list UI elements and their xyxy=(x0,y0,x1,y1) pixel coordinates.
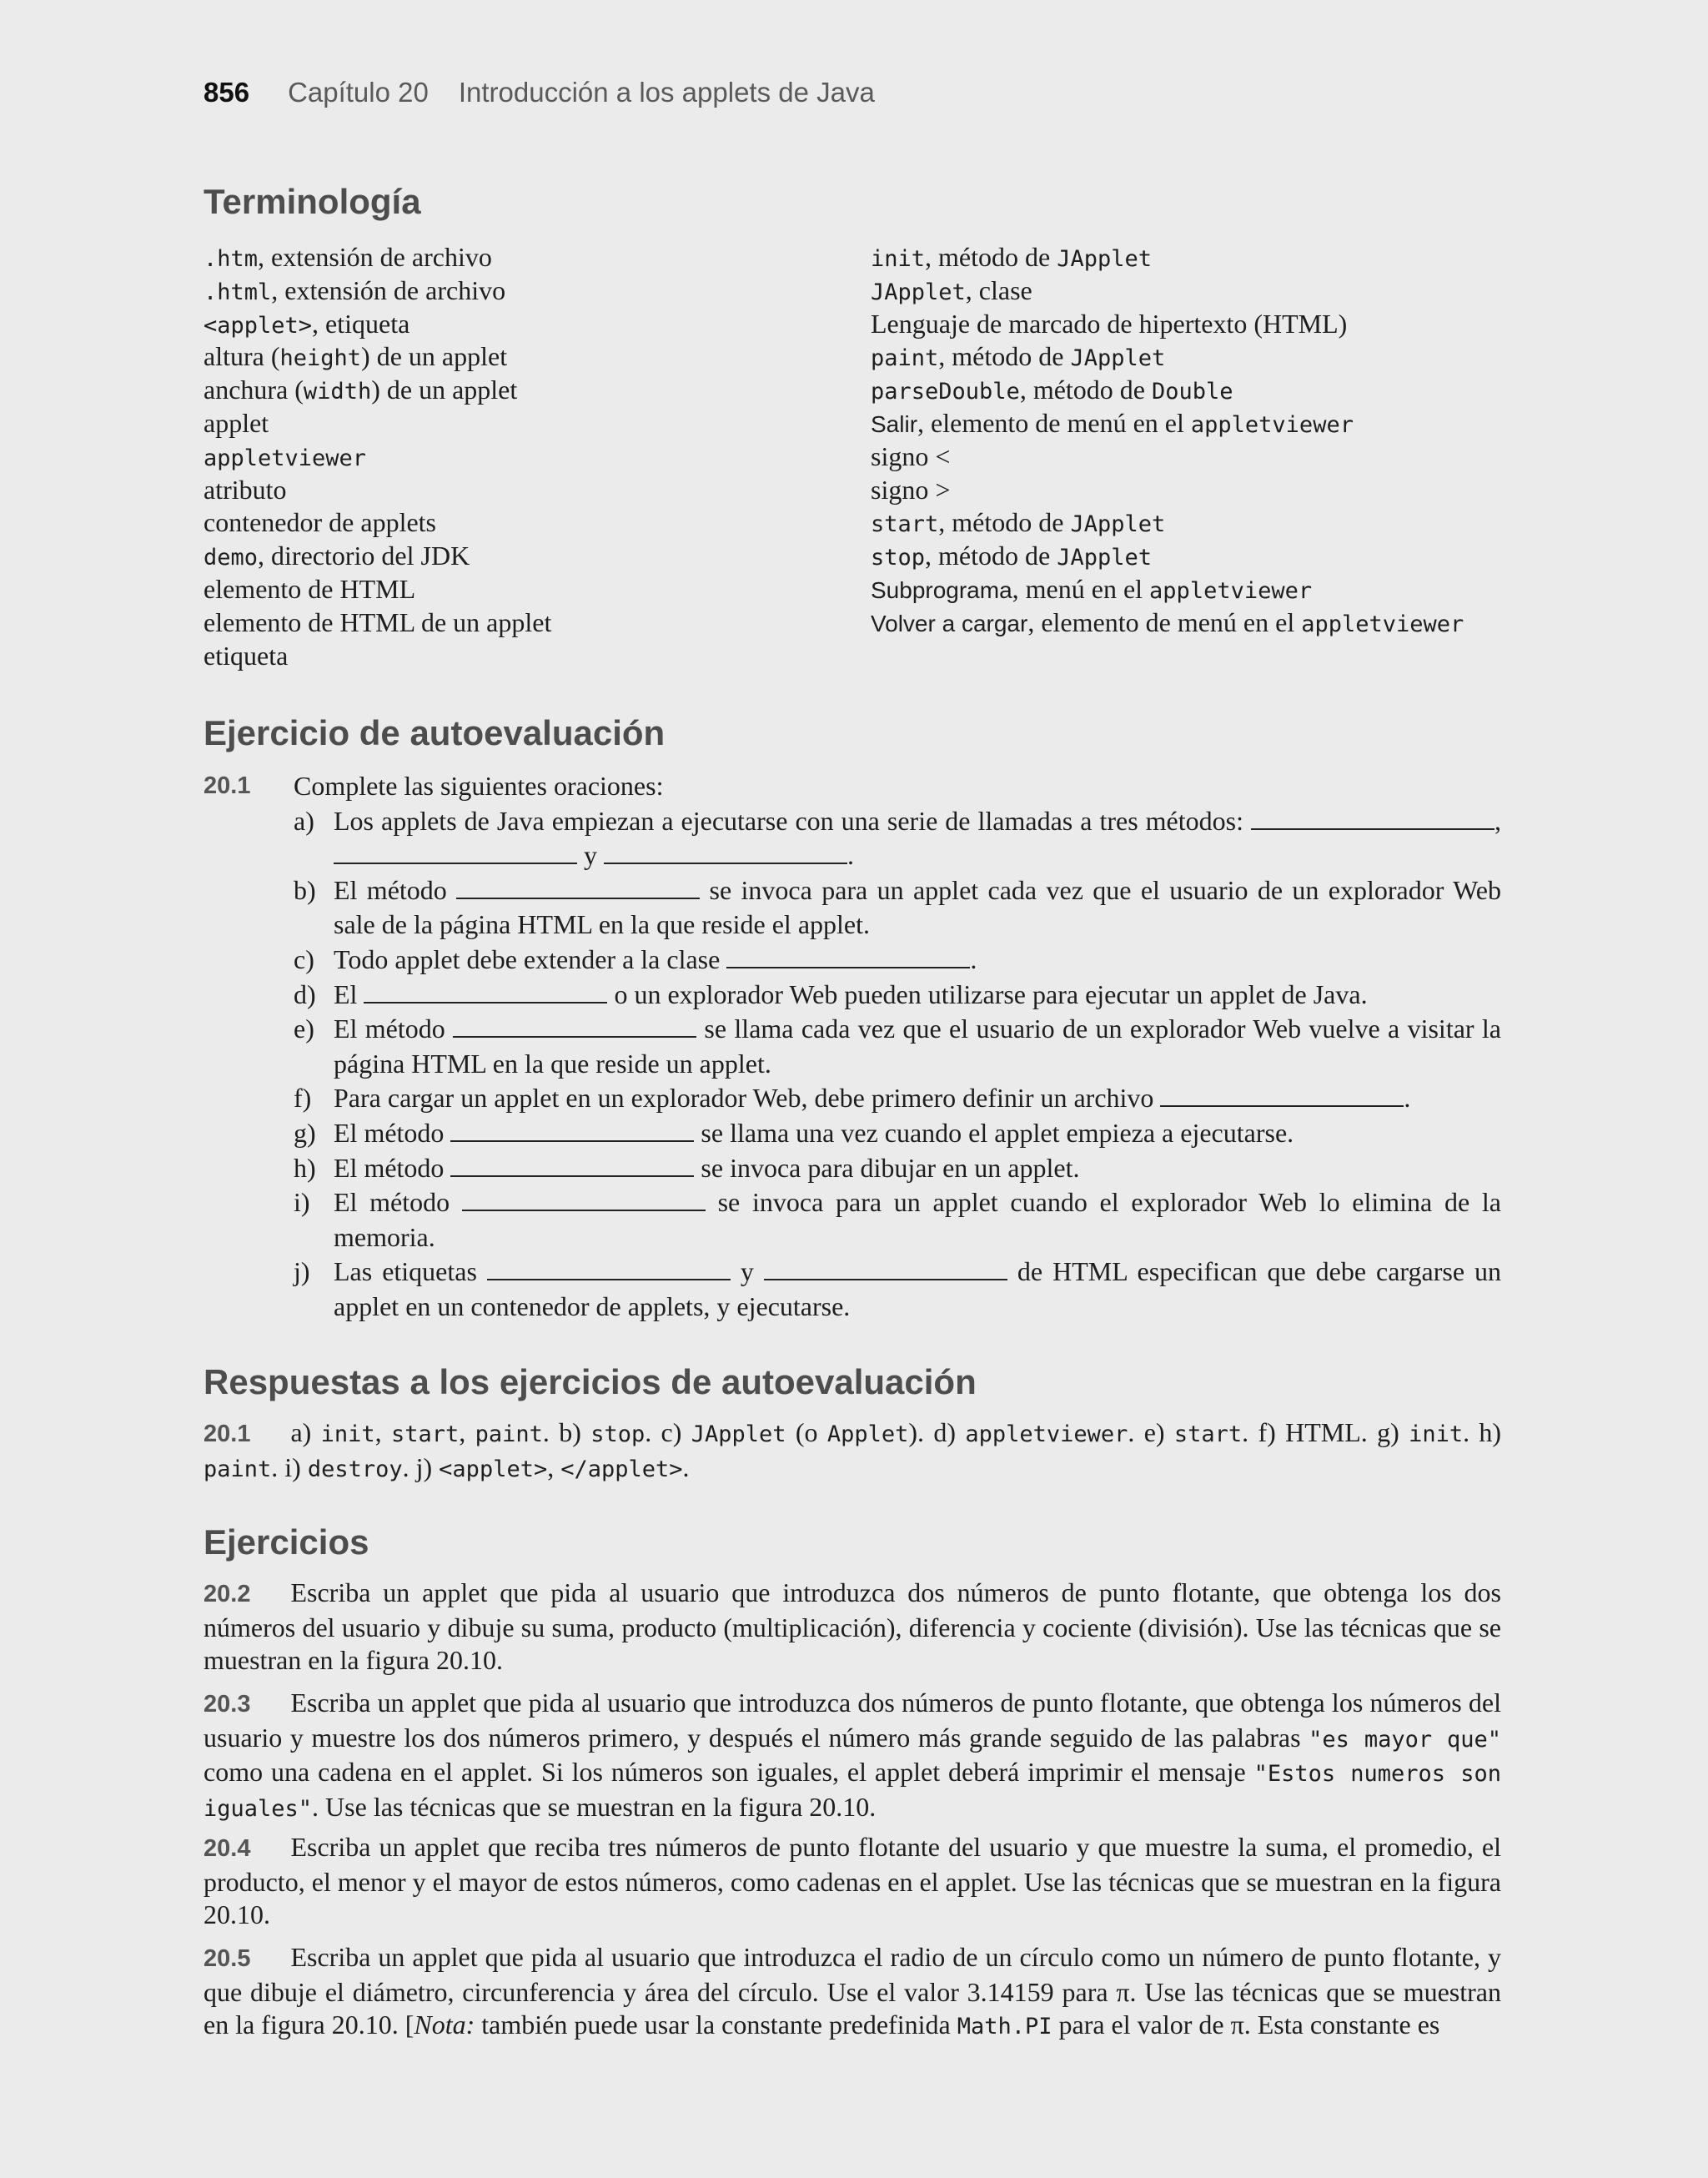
answer-text: paint xyxy=(475,1421,543,1447)
question-text: El xyxy=(334,978,364,1009)
term-text: height xyxy=(279,345,362,372)
answer-text: . xyxy=(682,1451,690,1482)
answer-text: destroy xyxy=(307,1456,403,1482)
term-text: appletviewer xyxy=(1190,411,1354,438)
term-text: elemento de HTML de un applet xyxy=(203,606,552,637)
exercise-text: Math.PI xyxy=(957,2014,1052,2040)
question-item xyxy=(203,978,1501,1013)
question-text: Todo applet debe extender a la clase xyxy=(334,943,727,974)
answers-paragraph xyxy=(203,1416,1501,1486)
term-text: ) de un applet xyxy=(361,341,508,372)
question-text: . xyxy=(847,840,854,871)
answer-text: a) xyxy=(290,1417,321,1447)
answer-blank xyxy=(450,1117,694,1142)
term-text: parseDouble xyxy=(871,379,1020,405)
exercise-text: Escriba un applet que reciba tres números de punto flotante del usuario y que muestre la suma, el promedio, el producto, el menor y el mayor de estos números, como cadenas en el applet. Use las técnicas que se muestran en la figura 20.10. xyxy=(203,1832,1501,1930)
chapter-label: Capítulo 20 xyxy=(288,77,429,108)
page-number: 856 xyxy=(203,77,250,108)
term-text: , directorio del JDK xyxy=(258,541,470,571)
exercise-paragraph xyxy=(203,1577,1501,1678)
term-entry xyxy=(203,506,551,540)
exercise-text: como una cadena en el applet. Si los números son iguales, el applet deberá imprimir el mensaje xyxy=(203,1757,1254,1788)
term-text: init xyxy=(871,246,926,272)
question-item xyxy=(203,1012,1501,1081)
term-entry xyxy=(871,506,1464,540)
term-text: stop xyxy=(871,545,926,571)
exercise-text: Escriba un applet que pida al usuario que introduzca dos números de punto flotante, que obtenga los números del usuario y muestre los dos números primero, y después el número más grande seguido de las palabras xyxy=(203,1688,1501,1753)
answer-blank xyxy=(1160,1082,1404,1107)
exercise-paragraph xyxy=(203,1941,1501,2044)
ejercicios-heading: Ejercicios xyxy=(203,1522,369,1562)
answer-text: . i) xyxy=(271,1451,308,1482)
answer-text: (o xyxy=(786,1417,827,1447)
term-text: signo > xyxy=(871,474,951,505)
answer-text: start xyxy=(391,1421,460,1447)
exercise-text: Escriba un applet que pida al usuario que introduzca el radio de un círculo como un número de punto flotante, y que dibuje el diámetro, circunferencia y área del círculo. Use el valor 3.14159 para π. Use las técnicas que se muestran en la figura 20.10. [ xyxy=(203,1942,1501,2040)
term-text: JApplet xyxy=(1057,246,1153,272)
autoevaluacion-heading: Ejercicio de autoevaluación xyxy=(203,713,666,752)
exercise-text: para el valor de π. Esta constante es xyxy=(1052,2009,1440,2040)
term-entry xyxy=(203,640,551,673)
question-text: , xyxy=(1494,805,1501,836)
answer-number: 20.1 xyxy=(203,1421,251,1447)
term-text: .html xyxy=(203,279,272,305)
answer-blank xyxy=(450,1152,694,1177)
exercise-text: "Estos numeros son iguales" xyxy=(203,1761,1501,1822)
question-letter: d) xyxy=(294,978,316,1009)
answer-text: . h) xyxy=(1463,1417,1502,1447)
term-text: <applet> xyxy=(203,312,313,339)
answer-blank xyxy=(764,1255,1007,1280)
exercise-number: 20.5 xyxy=(203,1945,251,1972)
term-text: elemento de HTML xyxy=(203,573,416,604)
question-text: El método xyxy=(334,874,457,905)
answer-blank xyxy=(453,1013,696,1038)
terminology-left-column xyxy=(203,241,551,672)
question-text: se llama cada vez que el usuario de un explorador Web vuelve a visitar la página HTML en la que reside un applet. xyxy=(334,1014,1502,1079)
answer-text: start xyxy=(1173,1421,1243,1447)
question-item xyxy=(203,943,1501,978)
question-letter: a) xyxy=(294,805,314,836)
answer-blank xyxy=(462,1186,706,1211)
question-letter: h) xyxy=(294,1152,316,1183)
question-item xyxy=(203,1255,1501,1324)
term-text: paint xyxy=(871,345,939,372)
term-entry xyxy=(203,241,551,274)
answer-blank xyxy=(334,839,577,864)
question-text: de HTML especifican que debe cargarse un applet en un contenedor de applets, y ejecutarse. xyxy=(334,1256,1502,1321)
term-entry xyxy=(871,474,1464,507)
self-review-exercise xyxy=(203,769,1501,1325)
question-text: Las etiquetas xyxy=(334,1256,487,1287)
question-text: El método xyxy=(334,1187,462,1218)
question-text: se invoca para un applet cuando el explorador Web lo elimina de la memoria. xyxy=(334,1187,1502,1252)
exercise-text: "es mayor que" xyxy=(1309,1726,1502,1753)
question-letter: j) xyxy=(294,1256,310,1287)
answer-text: . e) xyxy=(1128,1417,1174,1447)
respuestas-heading: Respuestas a los ejercicios de autoevaluación xyxy=(203,1362,977,1401)
question-text: . xyxy=(1404,1083,1411,1114)
term-entry xyxy=(871,241,1464,274)
answer-text: appletviewer xyxy=(965,1421,1128,1447)
term-text: , etiqueta xyxy=(312,308,410,339)
question-text: El método xyxy=(334,1014,454,1044)
exercise-number: 20.3 xyxy=(203,1691,251,1718)
answer-blank xyxy=(1251,805,1494,830)
answer-text: ). d) xyxy=(908,1417,966,1447)
term-entry xyxy=(203,308,551,341)
term-text: start xyxy=(871,511,939,538)
term-text: , menú en el xyxy=(1012,573,1150,604)
term-text: , clase xyxy=(965,274,1032,305)
term-text: appletviewer xyxy=(1149,577,1313,604)
term-entry xyxy=(871,540,1464,573)
answer-text: <applet> xyxy=(439,1456,548,1482)
term-text: Salir xyxy=(871,410,918,437)
answer-text: . j) xyxy=(402,1451,440,1482)
question-text: se invoca para dibujar en un applet. xyxy=(694,1152,1080,1183)
answer-text: . b) xyxy=(542,1417,591,1447)
question-text: o un explorador Web pueden utilizarse para ejecutar un applet de Java. xyxy=(607,978,1368,1009)
exercise-number: 20.4 xyxy=(203,1835,251,1862)
question-text: Los applets de Java empiezan a ejecutarse con una serie de llamadas a tres métodos: xyxy=(334,805,1251,836)
term-entry xyxy=(871,606,1464,640)
exercise-number: 20.2 xyxy=(203,1581,251,1607)
answer-blank xyxy=(726,943,970,968)
question-item xyxy=(203,1151,1501,1186)
question-text: . xyxy=(970,943,977,974)
question-text: se llama una vez cuando el applet empieza a ejecutarse. xyxy=(694,1117,1294,1148)
term-text: width xyxy=(303,379,372,405)
question-letter: g) xyxy=(294,1117,316,1148)
exercise-text: Escriba un applet que pida al usuario que introduzca dos números de punto flotante, que obtenga los dos números del usuario y dibuje su suma, producto (multiplicación), diferencia y cociente (división). Use las técnicas que se muestran en la figura 20.10. xyxy=(203,1577,1501,1676)
term-text: applet xyxy=(203,407,269,438)
term-text: appletviewer xyxy=(1301,611,1464,637)
term-entry xyxy=(871,308,1464,341)
answer-text: Applet xyxy=(826,1421,909,1447)
question-item xyxy=(203,1081,1501,1116)
question-item xyxy=(203,1185,1501,1255)
question-letter: i) xyxy=(294,1187,310,1218)
self-review-items xyxy=(203,804,1501,1325)
question-letter: e) xyxy=(294,1014,314,1044)
question-text: y xyxy=(730,1256,764,1287)
term-entry xyxy=(203,340,551,374)
term-text: etiqueta xyxy=(203,640,289,671)
question-letter: c) xyxy=(294,943,314,974)
question-text: se invoca para un applet cada vez que el usuario de un explorador Web sale de la página HTML en la que reside el applet. xyxy=(334,874,1502,940)
term-text: Subprograma xyxy=(871,576,1012,603)
exercise-paragraph xyxy=(203,1831,1501,1932)
answer-text: JApplet xyxy=(691,1421,786,1447)
term-entry xyxy=(203,440,551,474)
answer-text: stop xyxy=(590,1421,646,1447)
answer-blank xyxy=(456,874,700,899)
term-text: Double xyxy=(1152,379,1233,405)
term-text: Lenguaje de marcado de hipertexto (HTML) xyxy=(871,308,1348,339)
term-text: signo < xyxy=(871,440,951,471)
question-text: y xyxy=(577,840,604,871)
answer-text: . f) HTML. g) xyxy=(1242,1417,1409,1447)
question-letter: f) xyxy=(294,1083,312,1114)
exercise-number: 20.1 xyxy=(203,772,251,799)
answer-text: , xyxy=(459,1417,475,1447)
exercise-text: Nota: xyxy=(414,2009,475,2040)
term-text: , método de xyxy=(925,541,1057,571)
question-text: El método xyxy=(334,1117,451,1148)
question-letter: b) xyxy=(294,874,316,905)
term-entry xyxy=(871,274,1464,308)
term-text: , extensión de archivo xyxy=(271,274,506,305)
term-entry xyxy=(203,407,551,440)
page-header xyxy=(203,77,875,108)
question-item xyxy=(203,804,1501,873)
question-text: El método xyxy=(334,1152,451,1183)
term-text: JApplet xyxy=(1070,345,1166,372)
answer-blank xyxy=(364,978,607,1003)
term-entry xyxy=(871,340,1464,374)
answer-text: paint xyxy=(203,1456,272,1482)
term-entry xyxy=(871,407,1464,440)
term-text: demo xyxy=(203,545,259,571)
term-text: , elemento de menú en el xyxy=(917,407,1191,438)
answer-blank xyxy=(604,839,847,864)
term-entry xyxy=(871,374,1464,407)
term-text: , método de xyxy=(938,507,1071,538)
term-entry xyxy=(871,440,1464,474)
exercise-text: . Use las técnicas que se muestran en la figura 20.10. xyxy=(312,1791,877,1822)
answer-text: </applet> xyxy=(560,1456,683,1482)
term-entry xyxy=(203,606,551,640)
term-entry xyxy=(203,374,551,407)
answer-text: init xyxy=(1409,1421,1464,1447)
question-text: Para cargar un applet en un explorador Web, debe primero definir un archivo xyxy=(334,1083,1161,1114)
exercise-intro: Complete las siguientes oraciones: xyxy=(294,771,664,801)
term-text: JApplet xyxy=(1070,511,1166,538)
term-text: altura ( xyxy=(203,341,280,372)
term-text: , método de xyxy=(925,242,1057,272)
terminology-right-column xyxy=(871,241,1464,640)
term-text: , método de xyxy=(1019,375,1152,405)
term-text: atributo xyxy=(203,474,287,505)
question-item xyxy=(203,1116,1501,1151)
term-text: .htm xyxy=(203,246,259,272)
answer-blank xyxy=(487,1255,731,1280)
term-text: Volver a cargar xyxy=(871,610,1028,636)
term-text: JApplet xyxy=(871,279,966,305)
answer-text: init xyxy=(320,1421,375,1447)
term-text: , elemento de menú en el xyxy=(1027,606,1302,637)
term-entry xyxy=(203,474,551,507)
answer-text: . c) xyxy=(645,1417,691,1447)
term-text: appletviewer xyxy=(203,445,367,471)
term-entry xyxy=(203,540,551,573)
answer-text: , xyxy=(547,1451,561,1482)
term-entry xyxy=(203,274,551,308)
answer-text: , xyxy=(374,1417,391,1447)
question-item xyxy=(203,873,1501,943)
term-text: , método de xyxy=(938,341,1071,372)
term-text: , extensión de archivo xyxy=(258,242,492,272)
term-text: contenedor de applets xyxy=(203,507,436,538)
term-entry xyxy=(203,573,551,606)
chapter-title: Introducción a los applets de Java xyxy=(458,77,875,108)
terminologia-heading: Terminología xyxy=(203,182,421,221)
term-text: JApplet xyxy=(1057,545,1153,571)
term-text: ) de un applet xyxy=(371,375,518,405)
term-text: anchura ( xyxy=(203,375,304,405)
exercise-paragraph xyxy=(203,1687,1501,1825)
term-entry xyxy=(871,573,1464,606)
exercise-text: también puede usar la constante predefinida xyxy=(475,2009,957,2040)
